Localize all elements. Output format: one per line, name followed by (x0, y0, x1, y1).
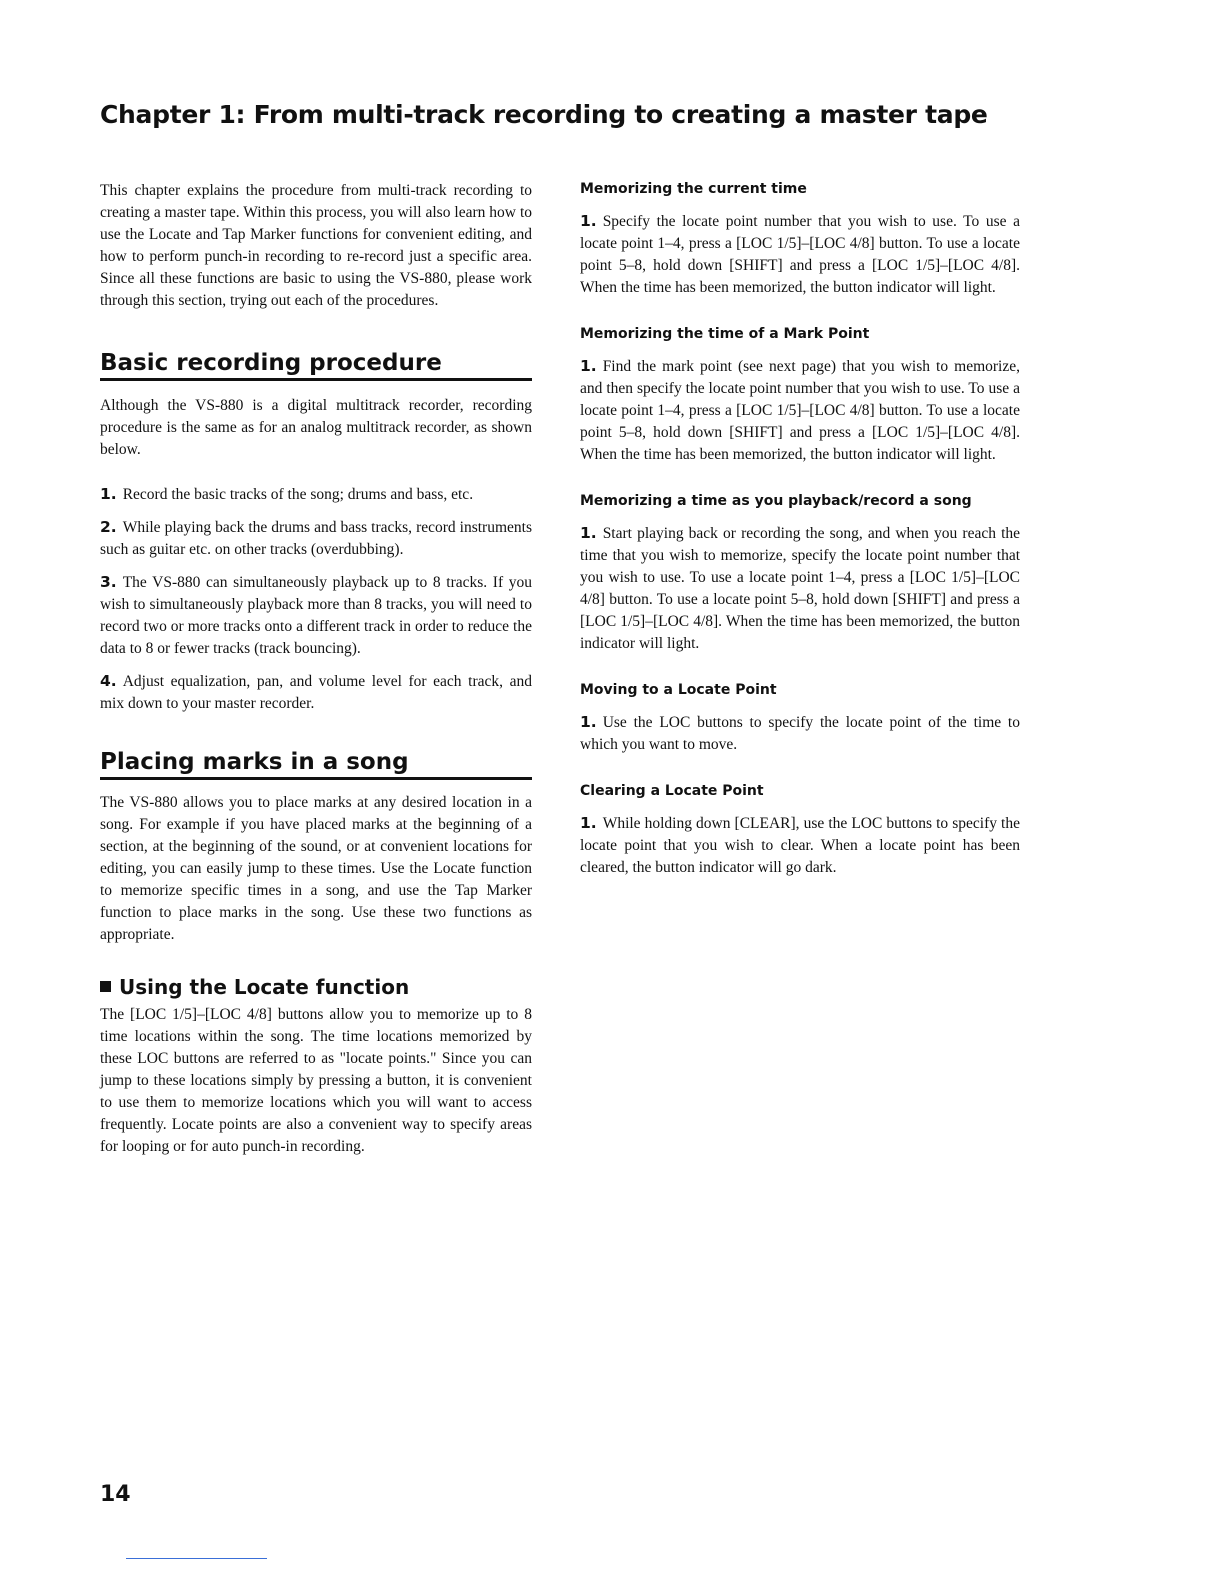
basic-step (100, 483, 532, 506)
subsection-heading: Memorizing the current time (580, 181, 807, 197)
intro-paragraph: This chapter explains the procedure from multi-track recording to creating a master tape. Within this process, you will also learn how to use the Locate and Tap Marker functions for convenient editing, and how to perform punch-in recording to re-record just a specific area. Since all these functions are basic to using the VS-880, please work through this section, trying out each of the procedures. (100, 182, 532, 309)
step-text: Record the basic tracks of the song; drums and bass, etc. (122, 486, 474, 503)
basic-step (100, 516, 532, 561)
square-bullet-icon (100, 981, 111, 992)
step-text: While holding down [CLEAR], use the LOC buttons to specify the locate point that you wish to clear. When a locate point has been cleared, the button indicator will go dark. (580, 815, 1020, 876)
subsection-step (580, 210, 1020, 299)
subsection-heading: Memorizing a time as you playback/record a song (580, 493, 972, 509)
step-number: 3. (100, 573, 117, 591)
basic-recording-heading: Basic recording procedure (100, 352, 532, 381)
step-text: Start playing back or recording the song, and when you reach the time that you wish to memorize, specify the locate point number that you wish to use. To use a locate point 1–4, press a [LOC 1/5]–[LOC 4/8] button. To use a locate point 5–8, hold down [SHIFT] and press a [LOC 1/5]–[LOC 4/8]. When the time has been memorized, the button indicator will light. (580, 525, 1020, 652)
step-text: While playing back the drums and bass tracks, record instruments such as guitar etc. on other tracks (overdubbing). (100, 519, 532, 558)
step-text: Adjust equalization, pan, and volume level for each track, and mix down to your master recorder. (100, 673, 532, 712)
step-number: 2. (100, 518, 117, 536)
step-number: 1. (580, 524, 597, 542)
left-column (100, 180, 532, 1158)
step-number: 1. (580, 713, 597, 731)
locate-function-heading (100, 976, 532, 998)
chapter-title: Chapter 1: From multi-track recording to creating a master tape (100, 100, 988, 129)
subsection-heading: Memorizing the time of a Mark Point (580, 326, 870, 342)
footer-rule (126, 1558, 267, 1559)
basic-step (100, 571, 532, 660)
subsection-step (580, 355, 1020, 466)
subsection-step (580, 522, 1020, 655)
page-number: 14 (100, 1482, 131, 1507)
locate-function-title: Using the Locate function (119, 975, 410, 999)
basic-recording-paragraph: Although the VS-880 is a digital multitrack recorder, recording procedure is the same as for an analog multitrack recorder, as shown below. (100, 397, 532, 458)
subsection-step (580, 711, 1020, 756)
step-number: 1. (580, 212, 597, 230)
locate-function-paragraph: The [LOC 1/5]–[LOC 4/8] buttons allow you to memorize up to 8 time locations within the song. The time locations memorized by these LOC buttons are referred to as "locate points." Since you can jump to these locations simply by pressing a button, it is convenient to use them to memorize locations which you will want to access frequently. Locate points are also a convenient way to specify areas for looping or for auto punch-in recording. (100, 1006, 532, 1155)
subsection-heading: Moving to a Locate Point (580, 682, 777, 698)
placing-marks-paragraph: The VS-880 allows you to place marks at any desired location in a song. For example if you have placed marks at the beginning of a section, at the beginning of the sound, or at convenient locations for editing, you can easily jump to these times. Use the Locate function to memorize specific times in a song, and use the Tap Marker function to place marks in the song. Use these two functions as appropriate. (100, 794, 532, 943)
step-number: 1. (580, 814, 597, 832)
subsection-heading: Clearing a Locate Point (580, 783, 764, 799)
step-number: 1. (580, 357, 597, 375)
step-number: 4. (100, 672, 117, 690)
step-text: The VS-880 can simultaneously playback up to 8 tracks. If you wish to simultaneously playback more than 8 tracks, you will need to record two or more tracks onto a different track in order to reduce the data to 8 or fewer tracks (track bouncing). (100, 574, 532, 657)
right-column (580, 178, 1020, 879)
basic-step (100, 670, 532, 715)
subsection-step (580, 812, 1020, 879)
step-text: Use the LOC buttons to specify the locate point of the time to which you want to move. (580, 714, 1020, 753)
step-text: Find the mark point (see next page) that you wish to memorize, and then specify the locate point number that you wish to use. To use a locate point 1–4, press a [LOC 1/5]–[LOC 4/8] button. To use a locate point 5–8, hold down [SHIFT] and press a [LOC 1/5]–[LOC 4/8]. When the time has been memorized, the button indicator will light. (580, 358, 1020, 463)
placing-marks-heading: Placing marks in a song (100, 751, 532, 780)
step-number: 1. (100, 485, 117, 503)
step-text: Specify the locate point number that you wish to use. To use a locate point 1–4, press a [LOC 1/5]–[LOC 4/8] button. To use a locate point 5–8, hold down [SHIFT] and press a [LOC 1/5]–[LOC 4/8]. When the time has been memorized, the button indicator will light. (580, 213, 1020, 296)
